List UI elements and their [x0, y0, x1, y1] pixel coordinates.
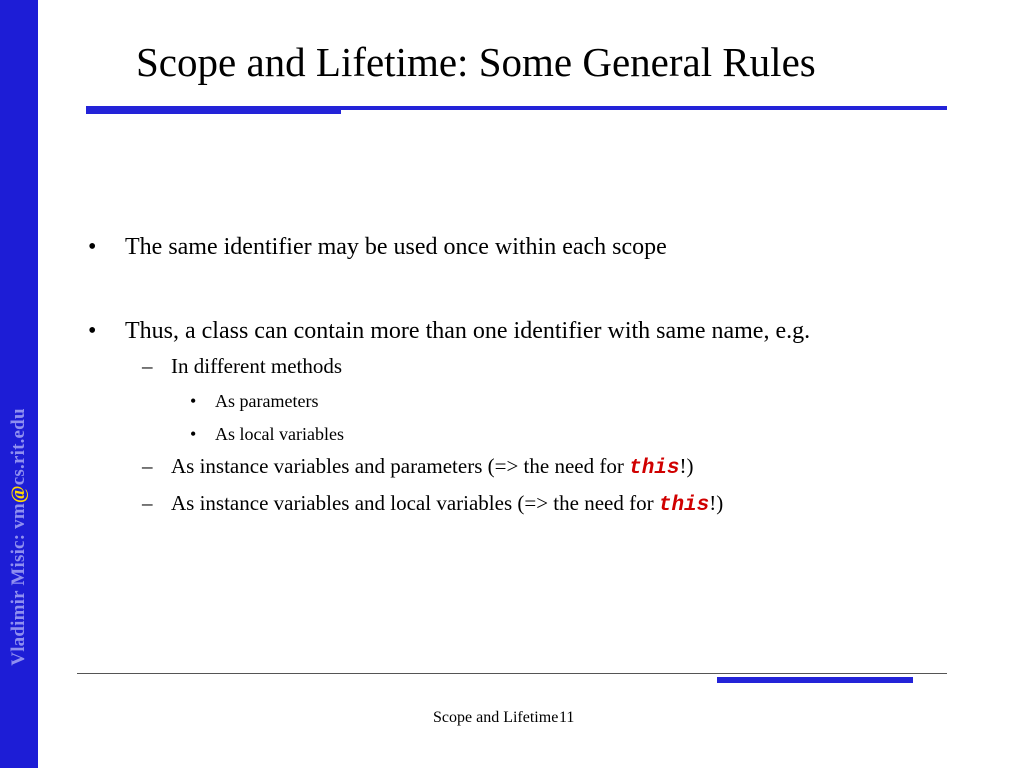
text-after: !) [679, 454, 694, 478]
at-symbol: @ [8, 485, 29, 504]
author-domain: cs.rit.edu [8, 408, 29, 486]
text-after: !) [709, 491, 724, 515]
sub-bullet-marker: – [142, 354, 153, 378]
sub-bullet-text [171, 493, 723, 516]
sub-sub-bullet-marker: • [190, 424, 197, 444]
sub-bullet-text: In different methods [171, 354, 343, 378]
footer-title: Scope and Lifetime [433, 709, 559, 726]
sub-bullet-marker: – [142, 454, 153, 478]
sub-bullet-text [171, 456, 694, 479]
title-underline-accent [86, 106, 341, 114]
this-keyword: this [629, 457, 680, 480]
page-number: 11 [559, 709, 575, 726]
text-before: As instance variables and local variables (=> the need for [171, 491, 659, 515]
this-keyword: this [658, 494, 710, 517]
sub-sub-bullet-text: As parameters [215, 391, 319, 411]
text-before: As instance variables and parameters (=> the need for [171, 454, 630, 478]
bullet-marker: • [88, 318, 97, 344]
footer-accent-bar [717, 677, 913, 683]
sidebar [0, 0, 38, 768]
sub-bullet-marker: – [142, 491, 153, 515]
bullet-marker: • [88, 234, 97, 260]
sub-sub-bullet-marker: • [190, 391, 197, 411]
footer-divider [77, 673, 947, 674]
slide-title: Scope and Lifetime: Some General Rules [136, 39, 816, 85]
sub-sub-bullet-text: As local variables [215, 424, 344, 444]
bullet-text: The same identifier may be used once within each scope [125, 234, 667, 260]
bullet-text: Thus, a class can contain more than one identifier with same name, e.g. [125, 318, 811, 344]
author-name: Vladimir Misic: vm [8, 503, 29, 666]
author-contact [8, 408, 30, 665]
